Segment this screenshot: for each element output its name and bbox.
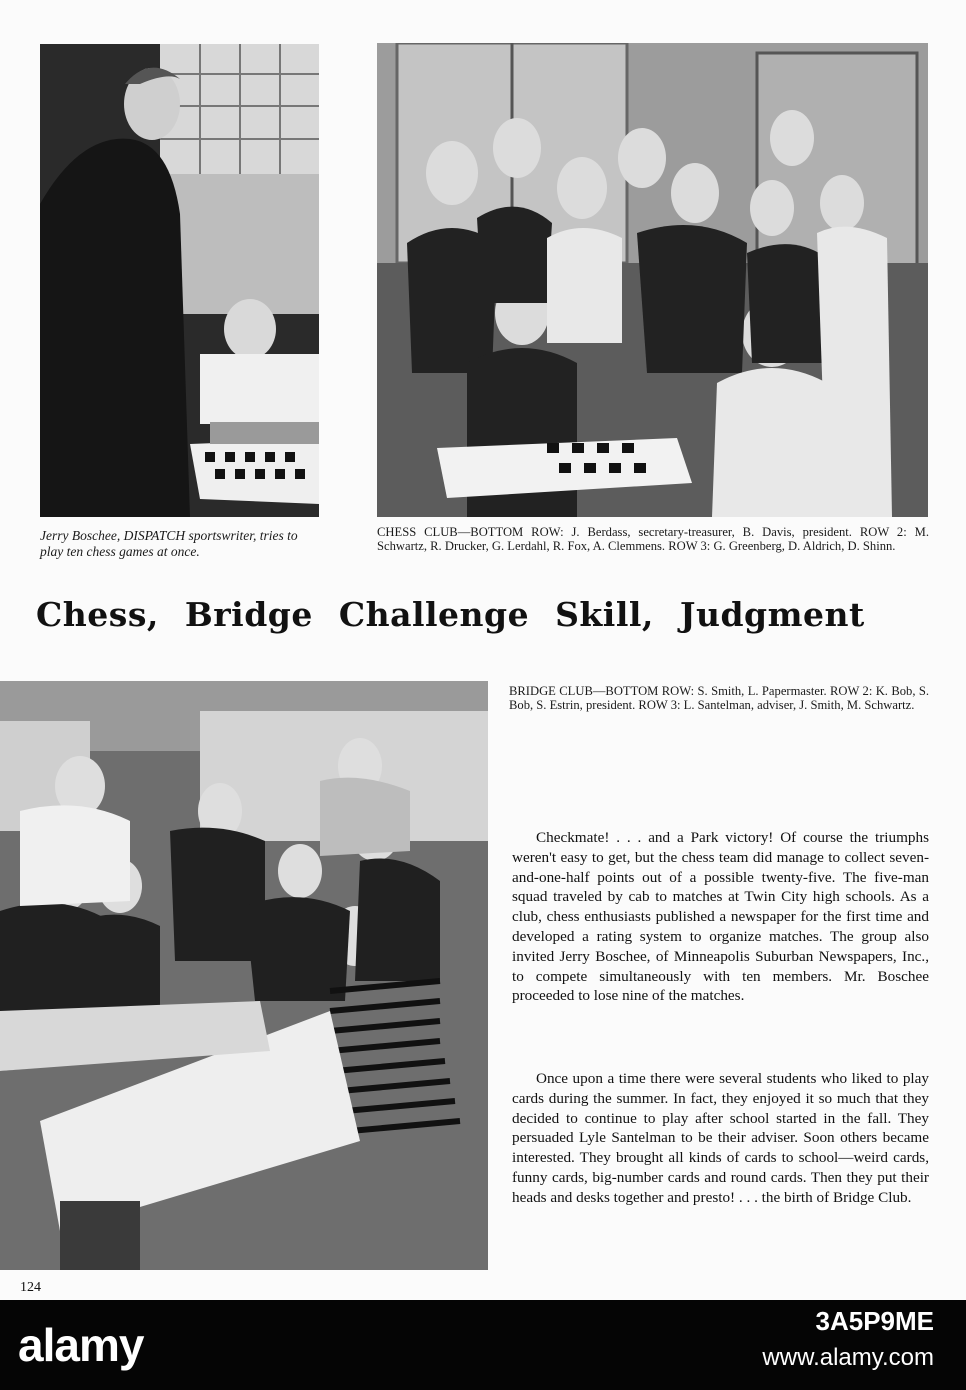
- image-code: 3A5P9ME: [815, 1306, 934, 1336]
- chess-club-caption: CHESS CLUB—BOTTOM ROW: J. Berdass, secretary-treasurer, B. Davis, president. ROW 2: M. Schwartz, R. Drucker, G. Lerdahl, R. Fox, A. Clemmens. ROW 3: G. Greenberg, D. Aldrich, D. Shinn.: [377, 525, 929, 553]
- bridge-club-caption: BRIDGE CLUB—BOTTOM ROW: S. Smith, L. Papermaster. ROW 2: K. Bob, S. Bob, S. Estrin, president. ROW 3: L. Santelman, adviser, J. Smith, M. Schwartz.: [509, 684, 929, 712]
- chess-club-group-photo: [377, 43, 928, 517]
- bridge-paragraph: Once upon a time there were several students who liked to play cards during the summer. In fact, they enjoyed it so much that they decided to continue to play after school started in the fall. They persuaded Lyle Santelman to be their adviser. Soon others became interested. They brought all kinds of cards to school—weird cards, funny cards, big-number cards and round cards. Then they put their heads and desks together and presto! . . . the birth of Bridge Club.: [512, 1070, 929, 1206]
- chess-article-text: [512, 828, 929, 1006]
- page-headline: Chess, Bridge Challenge Skill, Judgment: [36, 595, 865, 634]
- bridge-article-text: [512, 1069, 929, 1208]
- watermark-url: www.alamy.com: [762, 1344, 934, 1371]
- boschee-photo-caption: Jerry Boschee, DISPATCH sportswriter, tries to play ten chess games at once.: [40, 528, 298, 559]
- alamy-logo: alamy: [18, 1319, 144, 1371]
- chess-paragraph: Checkmate! . . . and a Park victory! Of course the triumphs weren't easy to get, but the chess team did manage to collect seven-and-one-half points out of a possible twenty-five. The five-man squad traveled by cab to matches at Twin City high schools. As a club, chess enthusiasts published a newspaper for the first time and developed a rating system to organize matches. The group also invited Jerry Boschee, of Minneapolis Suburban Newspapers, Inc., to compete simultaneously with ten members. Mr. Boschee proceeded to lose nine of the matches.: [512, 829, 929, 1005]
- boschee-chess-photo: [40, 44, 319, 517]
- bridge-club-group-photo: [0, 681, 488, 1270]
- page-number: 124: [20, 1280, 41, 1295]
